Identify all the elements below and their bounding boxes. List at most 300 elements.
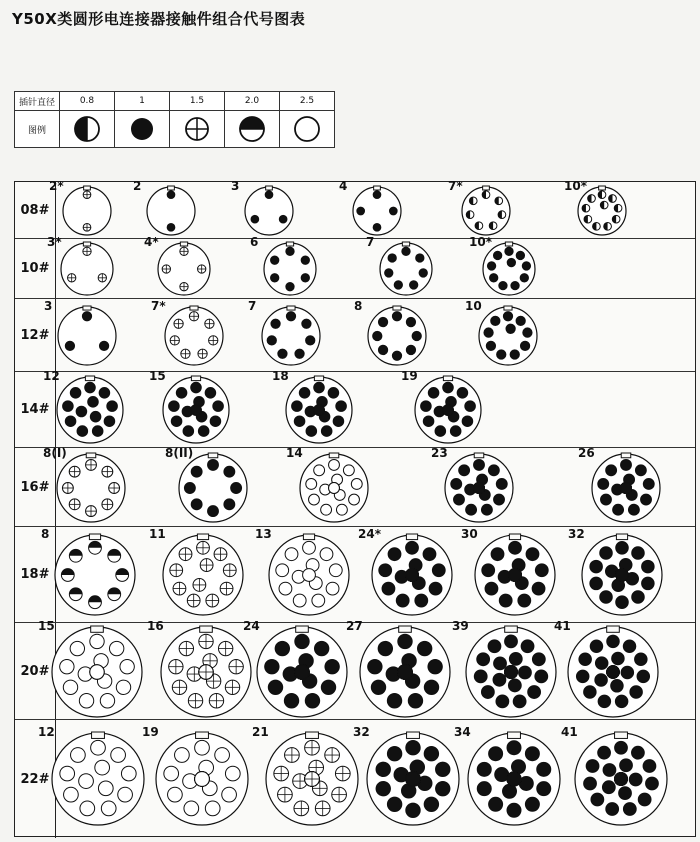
contact-pin (379, 564, 392, 577)
contact-pin (225, 680, 239, 694)
contact-pin (191, 382, 202, 393)
arrangement-code: 41 (561, 725, 578, 739)
connector-arrangement (346, 618, 452, 719)
contact-pin (332, 787, 347, 802)
shell-size-row (15, 299, 695, 372)
filled-symbol-icon (115, 111, 170, 148)
contact-pin (120, 659, 134, 673)
contact-pin (214, 548, 227, 561)
arrangement-code: 24 (243, 618, 260, 633)
connector-arrangement (38, 725, 146, 827)
contact-pin (415, 594, 428, 607)
contact-pin (314, 464, 325, 475)
connector-arrangement (554, 618, 660, 719)
connector-arrangement (144, 235, 212, 297)
contact-pin (505, 634, 518, 647)
contact-pin (615, 741, 628, 754)
contact-pin (598, 478, 609, 489)
contact-pin (482, 190, 490, 198)
contact-pin (200, 559, 213, 572)
contact-pin (85, 382, 96, 393)
contact-pin (607, 635, 619, 647)
connector-face-icon (159, 625, 253, 719)
contact-pin (616, 542, 629, 555)
arrangement-code: 23 (431, 445, 448, 460)
connector-arrangement (578, 445, 662, 524)
contact-pin (637, 670, 649, 682)
contact-pin (436, 781, 450, 795)
contact-pin (474, 669, 487, 682)
arrangement-code: 30 (461, 527, 478, 541)
contact-pin (491, 548, 504, 561)
contact-pin (191, 466, 202, 477)
contact-pin (595, 673, 607, 685)
contact-pin (295, 664, 309, 678)
contact-pin (406, 541, 419, 554)
contact-pin (301, 274, 309, 282)
contact-pin (86, 459, 97, 470)
contact-pin (389, 207, 397, 215)
contact-pin (382, 582, 395, 595)
contact-pin (462, 416, 473, 427)
contact-pin (643, 478, 654, 489)
legend-diameter-header: 插针直径 (15, 92, 60, 111)
contact-pin (205, 388, 216, 399)
contact-pin (90, 664, 104, 678)
contact-pin (579, 653, 591, 665)
contact-pin (398, 634, 412, 648)
contact-pin (329, 459, 340, 470)
contact-pin (487, 262, 495, 270)
contact-pin (416, 254, 424, 262)
contact-pin (229, 659, 243, 673)
contact-pin (642, 560, 655, 573)
contact-pin (162, 265, 170, 273)
contact-pin (630, 685, 642, 697)
contact-pin (279, 582, 292, 595)
contact-pin (496, 478, 507, 489)
contact-pin (459, 464, 470, 475)
contact-pin (286, 247, 294, 255)
connector-arrangement (366, 235, 434, 297)
contact-pin (417, 641, 431, 655)
connector-face-icon (163, 305, 225, 367)
contact-pin (586, 760, 599, 773)
contact-pin (218, 641, 232, 655)
contact-pin (180, 283, 188, 291)
arrangement-code: 32 (568, 527, 585, 541)
contact-pin (629, 773, 642, 786)
contact-pin (213, 401, 224, 412)
contact-pin (88, 397, 99, 408)
connector-arrangement (43, 445, 127, 524)
connector-face-icon (464, 625, 558, 719)
contact-pin (373, 223, 381, 231)
contact-pin (406, 317, 415, 326)
contact-pin (507, 741, 521, 755)
contact-pin (336, 401, 347, 412)
contact-pin (278, 787, 293, 802)
contact-pin (477, 782, 491, 796)
contact-pin (432, 564, 445, 577)
contact-pin (474, 459, 485, 470)
contact-pin (306, 426, 317, 437)
contact-pin (646, 777, 659, 790)
contact-pin (435, 426, 446, 437)
contact-pin (623, 640, 635, 652)
contact-pin (481, 504, 492, 515)
contact-pin (477, 762, 491, 776)
contact-pin (109, 641, 123, 655)
contact-pin (516, 316, 525, 325)
contact-pin (321, 504, 332, 515)
contact-pin (70, 641, 84, 655)
contact-pin (329, 564, 342, 577)
contact-pin (295, 349, 304, 358)
contact-pin (371, 680, 385, 694)
contact-pin (98, 274, 106, 282)
contact-pin (621, 482, 632, 493)
contact-pin (169, 401, 180, 412)
connector-face-icon (358, 625, 452, 719)
contact-pin (388, 548, 401, 561)
contact-pin (488, 464, 499, 475)
contact-pin (609, 194, 617, 202)
empty-symbol-icon (280, 111, 335, 148)
contact-pin (508, 679, 521, 692)
arrangement-code: 12 (43, 369, 60, 383)
arrangement-code: 26 (578, 445, 595, 460)
connector-arrangement (465, 298, 539, 367)
contact-pin (454, 494, 465, 505)
connector-arrangement (133, 178, 197, 237)
contact-pin (525, 747, 539, 761)
contact-pin (590, 640, 602, 652)
contact-pin (498, 210, 506, 218)
connector-face-icon (260, 305, 322, 367)
shell-size-row (15, 527, 695, 623)
arrangement-code: 16 (147, 618, 164, 633)
connector-face-icon (580, 533, 664, 617)
contact-pin (607, 665, 619, 677)
contact-pin (86, 505, 97, 516)
contact-pin (628, 504, 639, 515)
contact-pin (209, 335, 218, 344)
contact-pin (208, 505, 219, 516)
connector-arrangement (142, 725, 250, 827)
contact-pin (494, 494, 505, 505)
contact-pin (611, 679, 623, 691)
contact-pin (598, 695, 610, 707)
contact-pin (349, 494, 360, 505)
contact-pin (321, 680, 335, 694)
contact-pin (61, 569, 74, 582)
arrangement-code: 8(II) (165, 445, 194, 460)
shell-size-row (15, 618, 695, 720)
connector-arrangement (255, 527, 351, 617)
contact-pin (406, 772, 420, 786)
half-filled-horizontal-symbol-icon (225, 111, 280, 148)
arrangement-code: 8 (41, 527, 50, 541)
contact-pin (436, 762, 450, 776)
contact-pin (600, 547, 613, 560)
connector-arrangement (44, 298, 118, 367)
contact-pin (179, 548, 192, 561)
contact-pin (215, 748, 230, 763)
contact-pin (302, 319, 311, 328)
contact-pin (99, 341, 108, 350)
contact-pin (584, 777, 597, 790)
contact-pin (173, 582, 186, 595)
contact-pin (306, 335, 315, 344)
contact-pin (406, 803, 420, 817)
contact-pin (164, 766, 179, 781)
connector-arrangement (149, 369, 231, 445)
contact-pin (305, 772, 320, 787)
contact-pin (623, 803, 636, 816)
connector-face-icon (145, 185, 197, 237)
contact-pin (315, 801, 330, 816)
contact-pin (77, 426, 88, 437)
contact-pin (513, 694, 526, 707)
shell-size-row (15, 235, 695, 299)
arrangement-code: 8 (354, 298, 363, 313)
contact-pin (69, 549, 82, 562)
contact-pin (220, 582, 233, 595)
contact-pin (335, 766, 350, 781)
contact-pin (69, 466, 80, 477)
contact-pin (278, 349, 287, 358)
arrangement-code: 19 (401, 369, 418, 383)
contact-pin (193, 579, 206, 592)
connector-arrangement (43, 369, 125, 445)
contact-pin (490, 274, 498, 282)
contact-pin (466, 504, 477, 515)
contact-pin (321, 426, 332, 437)
contact-pin (286, 311, 295, 320)
shell-size-row (15, 178, 695, 239)
arrangement-code: 10 (465, 298, 482, 313)
contact-pin (107, 401, 118, 412)
contact-pin (336, 504, 347, 515)
contact-pin (116, 569, 129, 582)
contact-pin (588, 194, 596, 202)
contact-pin (537, 762, 551, 776)
contact-pin (63, 401, 74, 412)
contact-pin (271, 256, 279, 264)
contact-pin (600, 201, 608, 209)
contact-pin (523, 327, 532, 336)
contact-pin (378, 641, 392, 655)
contact-pin (520, 274, 528, 282)
contact-pin (92, 426, 103, 437)
connector-face-icon (413, 375, 483, 445)
contact-pin (69, 588, 82, 601)
legend-size: 2.0 (225, 92, 280, 111)
connector-arrangement (243, 618, 349, 719)
contact-pin (465, 401, 476, 412)
contact-pin (184, 482, 195, 493)
contact-pin (493, 251, 501, 259)
contact-pin (305, 693, 319, 707)
contact-pin (109, 482, 120, 493)
contact-pin (598, 190, 606, 198)
contact-pin (199, 664, 213, 678)
contact-pin (326, 582, 339, 595)
connector-arrangement (49, 178, 113, 237)
contact-pin (90, 634, 104, 648)
contact-pin (69, 498, 80, 509)
contact-pin (60, 766, 75, 781)
contact-pin (615, 773, 628, 786)
contact-pin (499, 594, 512, 607)
contact-pin (485, 582, 498, 595)
contact-pin (303, 569, 316, 582)
contact-pin (496, 694, 509, 707)
contact-pin (450, 426, 461, 437)
contact-pin (537, 782, 551, 796)
contact-pin (102, 498, 113, 509)
contact-pin (642, 577, 655, 590)
contact-pin (191, 405, 202, 416)
arrangement-code: 3 (44, 298, 53, 313)
contact-pin (600, 591, 613, 604)
contact-pin (378, 317, 387, 326)
arrangement-code: 6 (250, 235, 259, 249)
contact-pin (643, 760, 656, 773)
connector-arrangement (252, 725, 360, 827)
connector-arrangement (568, 527, 664, 617)
arrangement-code: 7* (151, 298, 166, 313)
contact-pin (635, 464, 646, 475)
contact-pin (76, 406, 87, 417)
contact-pin (83, 247, 91, 255)
contact-pin (191, 498, 202, 509)
connector-arrangement (339, 178, 403, 237)
contact-pin (231, 482, 242, 493)
connector-face-icon (55, 452, 127, 524)
contact-pin (593, 222, 601, 230)
contact-pin (475, 221, 483, 229)
contact-pin (98, 781, 113, 796)
contact-pin (314, 405, 325, 416)
contact-pin (481, 685, 494, 698)
contact-pin (632, 746, 645, 759)
contact-pin (271, 319, 280, 328)
arrangement-code: 8(I) (43, 445, 67, 460)
contact-pin (210, 416, 221, 427)
connector-face-icon (177, 452, 249, 524)
contact-pin (64, 787, 79, 802)
contact-pin (175, 748, 190, 763)
contact-pin (294, 416, 305, 427)
connector-face-icon (298, 452, 370, 524)
connector-arrangement (248, 298, 322, 367)
contact-pin (179, 641, 193, 655)
connector-face-icon (243, 185, 295, 237)
contact-pin (225, 766, 240, 781)
connector-arrangement (448, 178, 512, 237)
contact-pin (482, 564, 495, 577)
contact-pin (176, 388, 187, 399)
contact-pin (632, 547, 645, 560)
contact-pin (343, 464, 354, 475)
connector-arrangement (165, 445, 249, 524)
contact-pin (90, 411, 101, 422)
contact-pin (71, 748, 86, 763)
connector-face-icon (473, 533, 557, 617)
shell-size-label: 08# (15, 182, 56, 238)
contact-pin (208, 459, 219, 470)
contact-pin (305, 740, 320, 755)
contact-pin (222, 787, 237, 802)
connector-arrangement (353, 725, 461, 827)
contact-pin (484, 327, 493, 336)
contact-pin (385, 269, 393, 277)
contact-pin (251, 215, 259, 223)
shell-size-label: 18# (15, 527, 56, 622)
contact-pin (199, 634, 213, 648)
contact-pin (224, 498, 235, 509)
contact-pin (421, 401, 432, 412)
contact-pin (424, 746, 438, 760)
contact-pin (507, 803, 521, 817)
contact-pin (376, 762, 390, 776)
contact-pin (616, 596, 629, 609)
arrangement-code: 7 (248, 298, 257, 313)
contact-pin (82, 311, 91, 320)
arrangement-code: 39 (452, 618, 469, 633)
shell-size-label: 14# (15, 372, 56, 447)
contact-pin (368, 659, 382, 673)
contact-pin (621, 459, 632, 470)
contact-pin (510, 349, 519, 358)
contact-pin (614, 204, 622, 212)
contact-pin (102, 466, 113, 477)
contact-pin (511, 281, 519, 289)
contact-pin (424, 680, 438, 694)
contact-pin (167, 223, 175, 231)
arrangement-code: 12 (38, 725, 55, 739)
contact-pin (477, 652, 490, 665)
contact-pin (638, 793, 651, 806)
contact-pin (443, 405, 454, 416)
contact-pin (328, 388, 339, 399)
contact-pin (494, 656, 507, 669)
contact-pin (428, 659, 442, 673)
arrangement-code: 14 (286, 445, 303, 460)
connector-grid (14, 178, 696, 837)
contact-pin (495, 196, 503, 204)
shell-size-row (15, 720, 695, 838)
contact-pin (195, 772, 210, 787)
contact-pin (121, 766, 136, 781)
contact-pin (116, 680, 130, 694)
contact-pin (189, 311, 198, 320)
contact-pin (205, 319, 214, 328)
contact-pin (532, 652, 545, 665)
contact-pin (486, 341, 495, 350)
connector-face-icon (477, 305, 539, 367)
contact-pin (198, 349, 207, 358)
contact-pin (83, 223, 91, 231)
contact-pin (351, 478, 362, 489)
contact-pin (108, 549, 121, 562)
shell-size-label: 10# (15, 239, 56, 298)
contact-pin (357, 207, 365, 215)
contact-pin (489, 221, 497, 229)
connector-face-icon (59, 241, 115, 297)
